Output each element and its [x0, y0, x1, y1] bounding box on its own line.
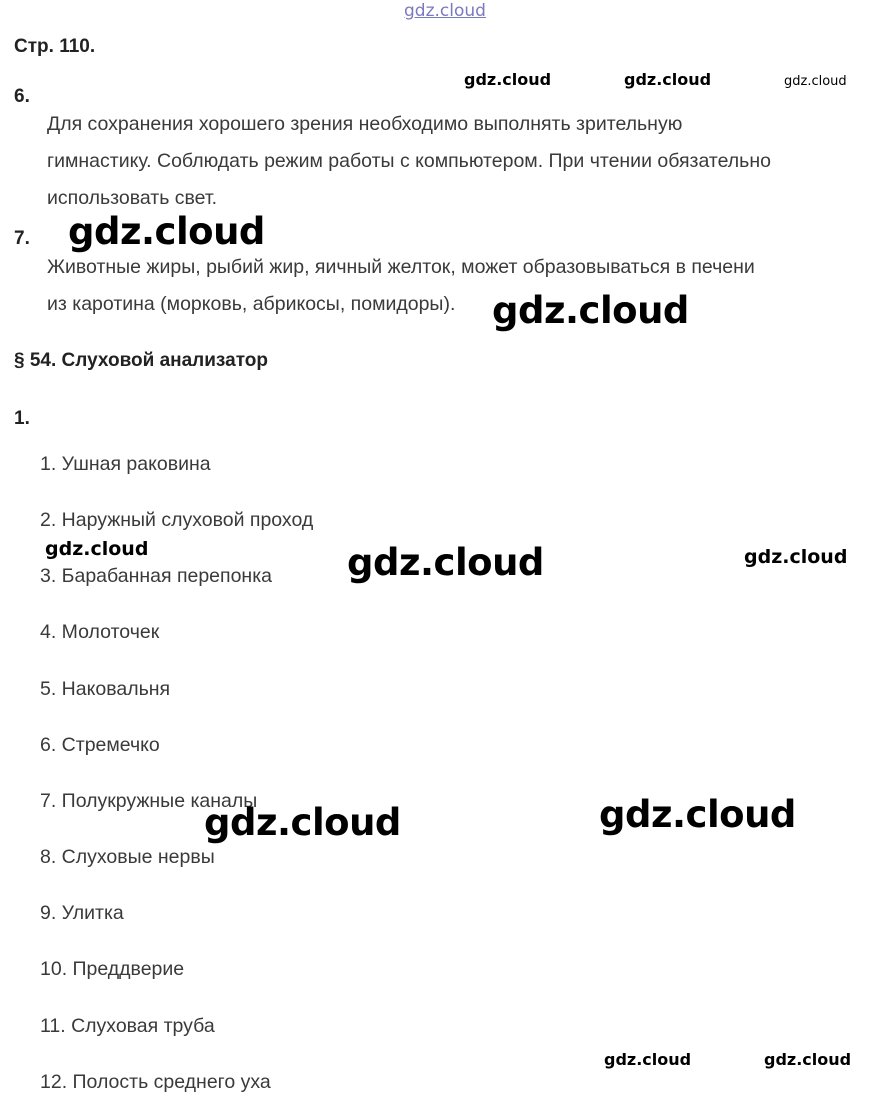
watermark: gdz.cloud — [492, 289, 689, 332]
watermark: gdz.cloud — [784, 74, 847, 89]
task-7-line-2: из каротина (морковь, абрикосы, помидоры). — [47, 293, 456, 315]
watermark: gdz.cloud — [604, 1050, 692, 1069]
watermark: gdz.cloud — [68, 210, 265, 253]
task-6-number: 6. — [14, 86, 30, 107]
list-item: 12. Полость среднего уха — [40, 1071, 271, 1093]
watermark-top: gdz.cloud — [404, 1, 486, 21]
watermark: gdz.cloud — [764, 1050, 852, 1069]
list-item: 2. Наружный слуховой проход — [40, 509, 314, 531]
task-6-line-2: гимнастику. Соблюдать режим работы с компьютером. При чтении обязательно — [47, 150, 771, 172]
task-1-number: 1. — [14, 408, 30, 429]
watermark: gdz.cloud — [347, 541, 544, 584]
list-item: 11. Слуховая труба — [40, 1015, 215, 1037]
watermark: gdz.cloud — [464, 70, 552, 89]
task-6-line-3: использовать свет. — [47, 187, 218, 209]
task-7-number: 7. — [14, 228, 30, 249]
list-item: 5. Наковальня — [40, 678, 171, 700]
list-item: 1. Ушная раковина — [40, 453, 211, 475]
watermark: gdz.cloud — [45, 538, 149, 560]
watermark: gdz.cloud — [624, 70, 712, 89]
list-item: 7. Полукружные каналы — [40, 790, 258, 812]
list-item: 6. Стремечко — [40, 734, 160, 756]
page-number-header: Стр. 110. — [14, 36, 96, 57]
task-7-line-1: Животные жиры, рыбий жир, яичный желток, может образовываться в печени — [47, 256, 755, 278]
list-item: 9. Улитка — [40, 902, 124, 924]
task-6-line-1: Для сохранения хорошего зрения необходимо выполнять зрительную — [47, 113, 683, 135]
section-title: § 54. Слуховой анализатор — [14, 350, 268, 371]
list-item: 10. Преддверие — [40, 958, 185, 980]
list-item: 4. Молоточек — [40, 621, 160, 643]
watermark: gdz.cloud — [204, 801, 401, 844]
list-item: 8. Слуховые нервы — [40, 846, 215, 868]
list-item: 3. Барабанная перепонка — [40, 565, 273, 587]
watermark: gdz.cloud — [599, 793, 796, 836]
watermark: gdz.cloud — [744, 546, 848, 568]
